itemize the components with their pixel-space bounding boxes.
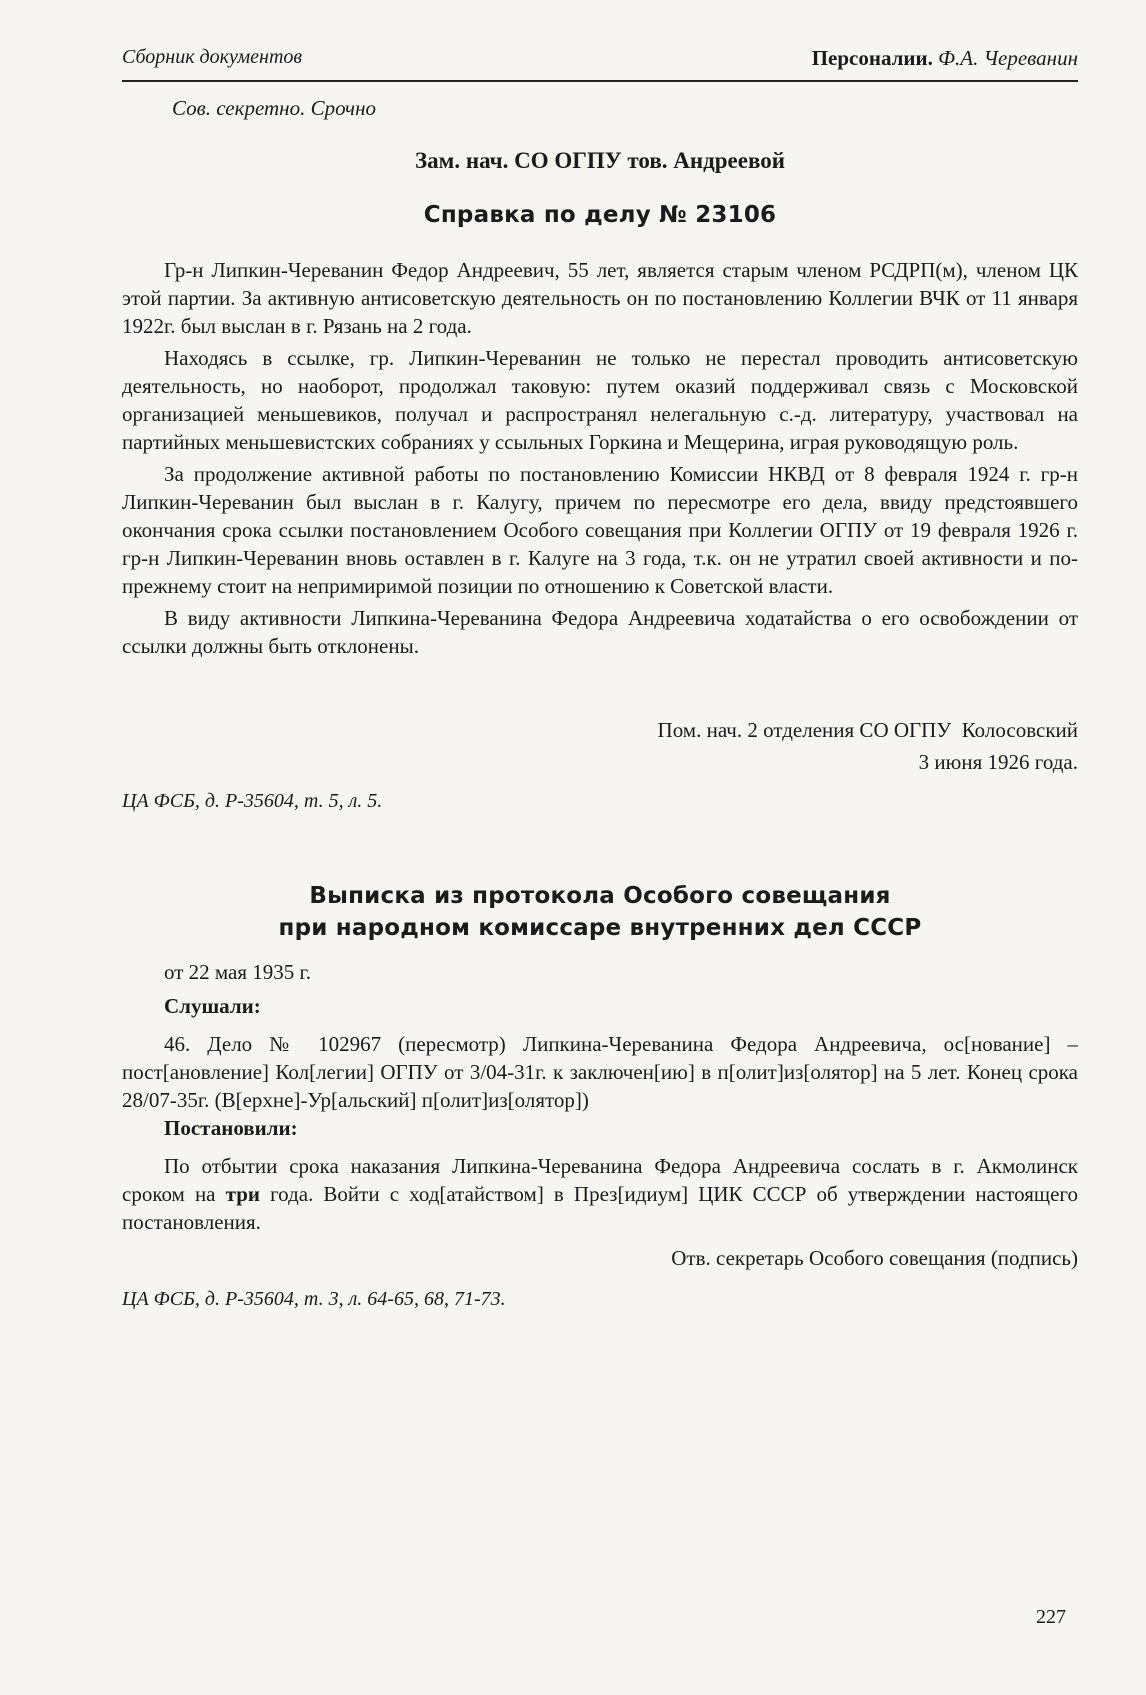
decided-label: Постановили: (164, 1116, 298, 1140)
page-number: 227 (1036, 1606, 1066, 1628)
signature: Пом. нач. 2 отделения СО ОГПУ Колосовский (657, 718, 1078, 742)
heard-label: Слушали: (164, 994, 261, 1018)
addressee: Зам. нач. СО ОГПУ тов. Андреевой (415, 148, 785, 173)
secrecy-stamp: Сов. секретно. Срочно (172, 96, 376, 120)
protocol-signature: Отв. секретарь Особого совещания (подпись) (671, 1246, 1078, 1270)
document-body (122, 256, 1078, 660)
document-title: Справка по делу № 23106 (423, 202, 777, 228)
protocol-date: от 22 мая 1935 г. (164, 960, 312, 984)
section-label: Персоналии. (811, 46, 933, 70)
protocol-title (122, 880, 1078, 944)
decided-text-part: По отбытии срока наказания Липкина-Череванина Федора Андреевича сослать в г. Акмолинск сроком на (122, 1154, 1078, 1206)
archive-source: ЦА ФСБ, д. Р-35604, т. 5, л. 5. (122, 790, 383, 812)
decided-emphasis: три (225, 1182, 260, 1206)
protocol-archive-source: ЦА ФСБ, д. Р-35604, т. 3, л. 64-65, 68, 71-73. (122, 1288, 506, 1310)
protocol-title-line: Выписка из протокола Особого совещания (309, 883, 891, 909)
paragraph: Находясь в ссылке, гр. Липкин-Череванин не только не перестал проводить антисоветскую деятельность, но наоборот, продолжал таковую: путем оказий поддерживал связь с Московской организацией меньшевиков, получал и распространял нелегальную с.-д. литературу, участвовал на партийных меньшевистских собраниях у ссыльных Горкина и Мещерина, играя руководящую роль. (122, 346, 1078, 454)
protocol-title-line: при народном комиссаре внутренних дел СССР (278, 915, 922, 941)
heard-text: 46. Дело № 102967 (пересмотр) Липкина-Череванина Федора Андреевича, ос[нование] – пост[ановление] Кол[легии] ОГПУ от 3/04-31г. к заключен[ию] в п[олит]из[олятор] на 5 лет. Конец срока 28/07-35г. (В[ерхне]-Ур[альский] п[олит]из[олятор]) (122, 1032, 1078, 1112)
person-name: Ф.А. Череванин (938, 46, 1078, 70)
decided-text-part: года. Войти с ход[атайством] в През[идиум] ЦИК СССР об утверждении настоящего постановления. (122, 1182, 1079, 1234)
section-title (812, 46, 1078, 71)
running-header (122, 40, 1078, 82)
paragraph: В виду активности Липкина-Череванина Федора Андреевича ходатайства о его освобождении от ссылки должны быть отклонены. (122, 606, 1078, 658)
paragraph: Гр-н Липкин-Череванин Федор Андреевич, 55 лет, является старым членом РСДРП(м), членом ЦК этой партии. За активную антисоветскую деятельность он по постановлению Коллегии ВЧК от 11 января 1922г. был выслан в г. Рязань на 2 года. (122, 258, 1078, 338)
heard-section (122, 1030, 1078, 1114)
decided-text (122, 1152, 1078, 1236)
document-date: 3 июня 1926 года. (918, 750, 1078, 774)
paragraph: За продолжение активной работы по постановлению Комиссии НКВД от 8 февраля 1924 г. гр-н Липкин-Череванин был выслан в г. Калугу, причем по пересмотре его дела, ввиду предстоявшего окончания срока ссылки постановлением Особого совещания при Коллегии ОГПУ от 19 февраля 1926 г. гр-н Липкин-Череванин вновь оставлен в г. Калуге на 3 года, т.к. он не утратил своей активности и по-прежнему стоит на непримиримой позиции по отношению к Советской власти. (122, 462, 1078, 598)
decided-section (122, 1152, 1078, 1236)
collection-title: Сборник документов (122, 46, 303, 68)
